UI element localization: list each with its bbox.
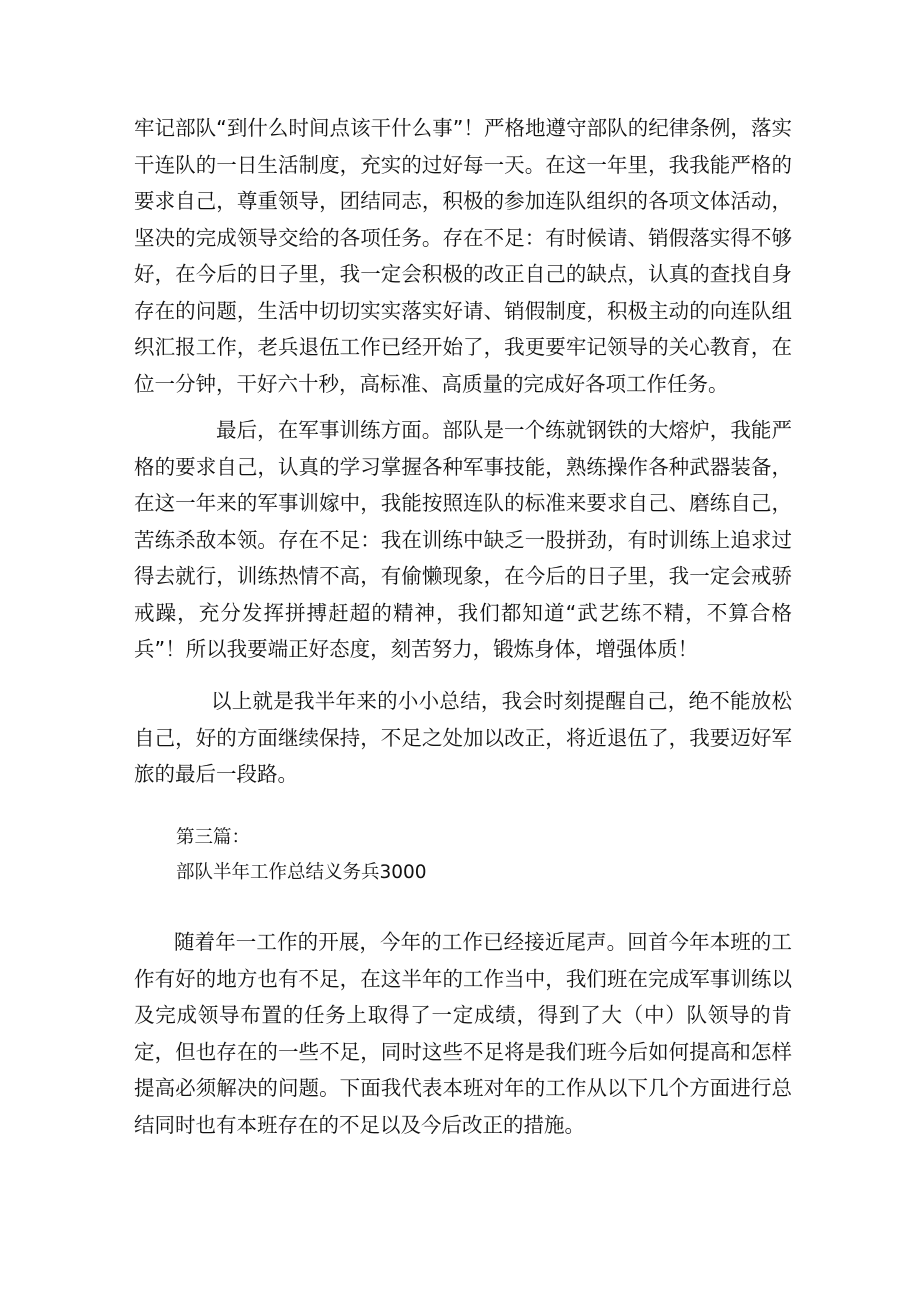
- paragraph-conclusion: 以上就是我半年来的小小总结，我会时刻提醒自己，绝不能放松自己，好的方面继续保持，不足之处加以改正，将近退伍了，我要迈好军旅的最后一段路。: [134, 689, 792, 786]
- paragraph-military-training: 最后，在军事训练方面。部队是一个练就钢铁的大熔炉，我能严格的要求自己，认真的学习掌握各种军事技能，熟练操作各种武器装备，在这一年来的军事训嫁中，我能按照连队的标准来要求自己、磨练自己，苦练杀敌本领。存在不足：我在训练中缺乏一股拼劲，有时训练上追求过得去就行，训练热情不高，有偷懒现象，在今后的日子里，我一定会戒骄戒躁，充分发挥拼搏赶超的精神，我们都知道“武艺练不精，不算合格兵”！所以我要端正好态度，刻苦努力，锻炼身体，增强体质！: [134, 418, 792, 661]
- section-title: 部队半年工作总结义务兵3000: [176, 862, 427, 883]
- section-label: 第三篇：: [176, 827, 251, 848]
- paragraph-section-intro: 随着年一工作的开展，今年的工作已经接近尾声。回首今年本班的工作有好的地方也有不足，在这半年的工作当中，我们班在完成军事训练以及完成领导布置的任务上取得了一定成绩，得到了大（中）队领导的肯定，但也存在的一些不足，同时这些不足将是我们班今后如何提高和怎样提高必须解决的问题。下面我代表本班对年的工作从以下几个方面进行总结同时也有本班存在的不足以及今后改正的措施。: [134, 930, 792, 1137]
- paragraph-discipline: 牢记部队“到什么时间点该干什么事”！严格地遵守部队的纪律条例，落实干连队的一日生活制度，充实的过好每一天。在这一年里，我我能严格的要求自己，尊重领导，团结同志，积极的参加连队组织的各项文体活动，坚决的完成领导交给的各项任务。存在不足：有时候请、销假落实得不够好，在今后的日子里，我一定会积极的改正自己的缺点，认真的查找自身存在的问题，生活中切切实实落实好请、销假制度，积极主动的向连队组织汇报工作，老兵退伍工作已经开始了，我更要牢记领导的关心教育，在位一分钟，干好六十秒，高标准、高质量的完成好各项工作任务。: [134, 116, 792, 396]
